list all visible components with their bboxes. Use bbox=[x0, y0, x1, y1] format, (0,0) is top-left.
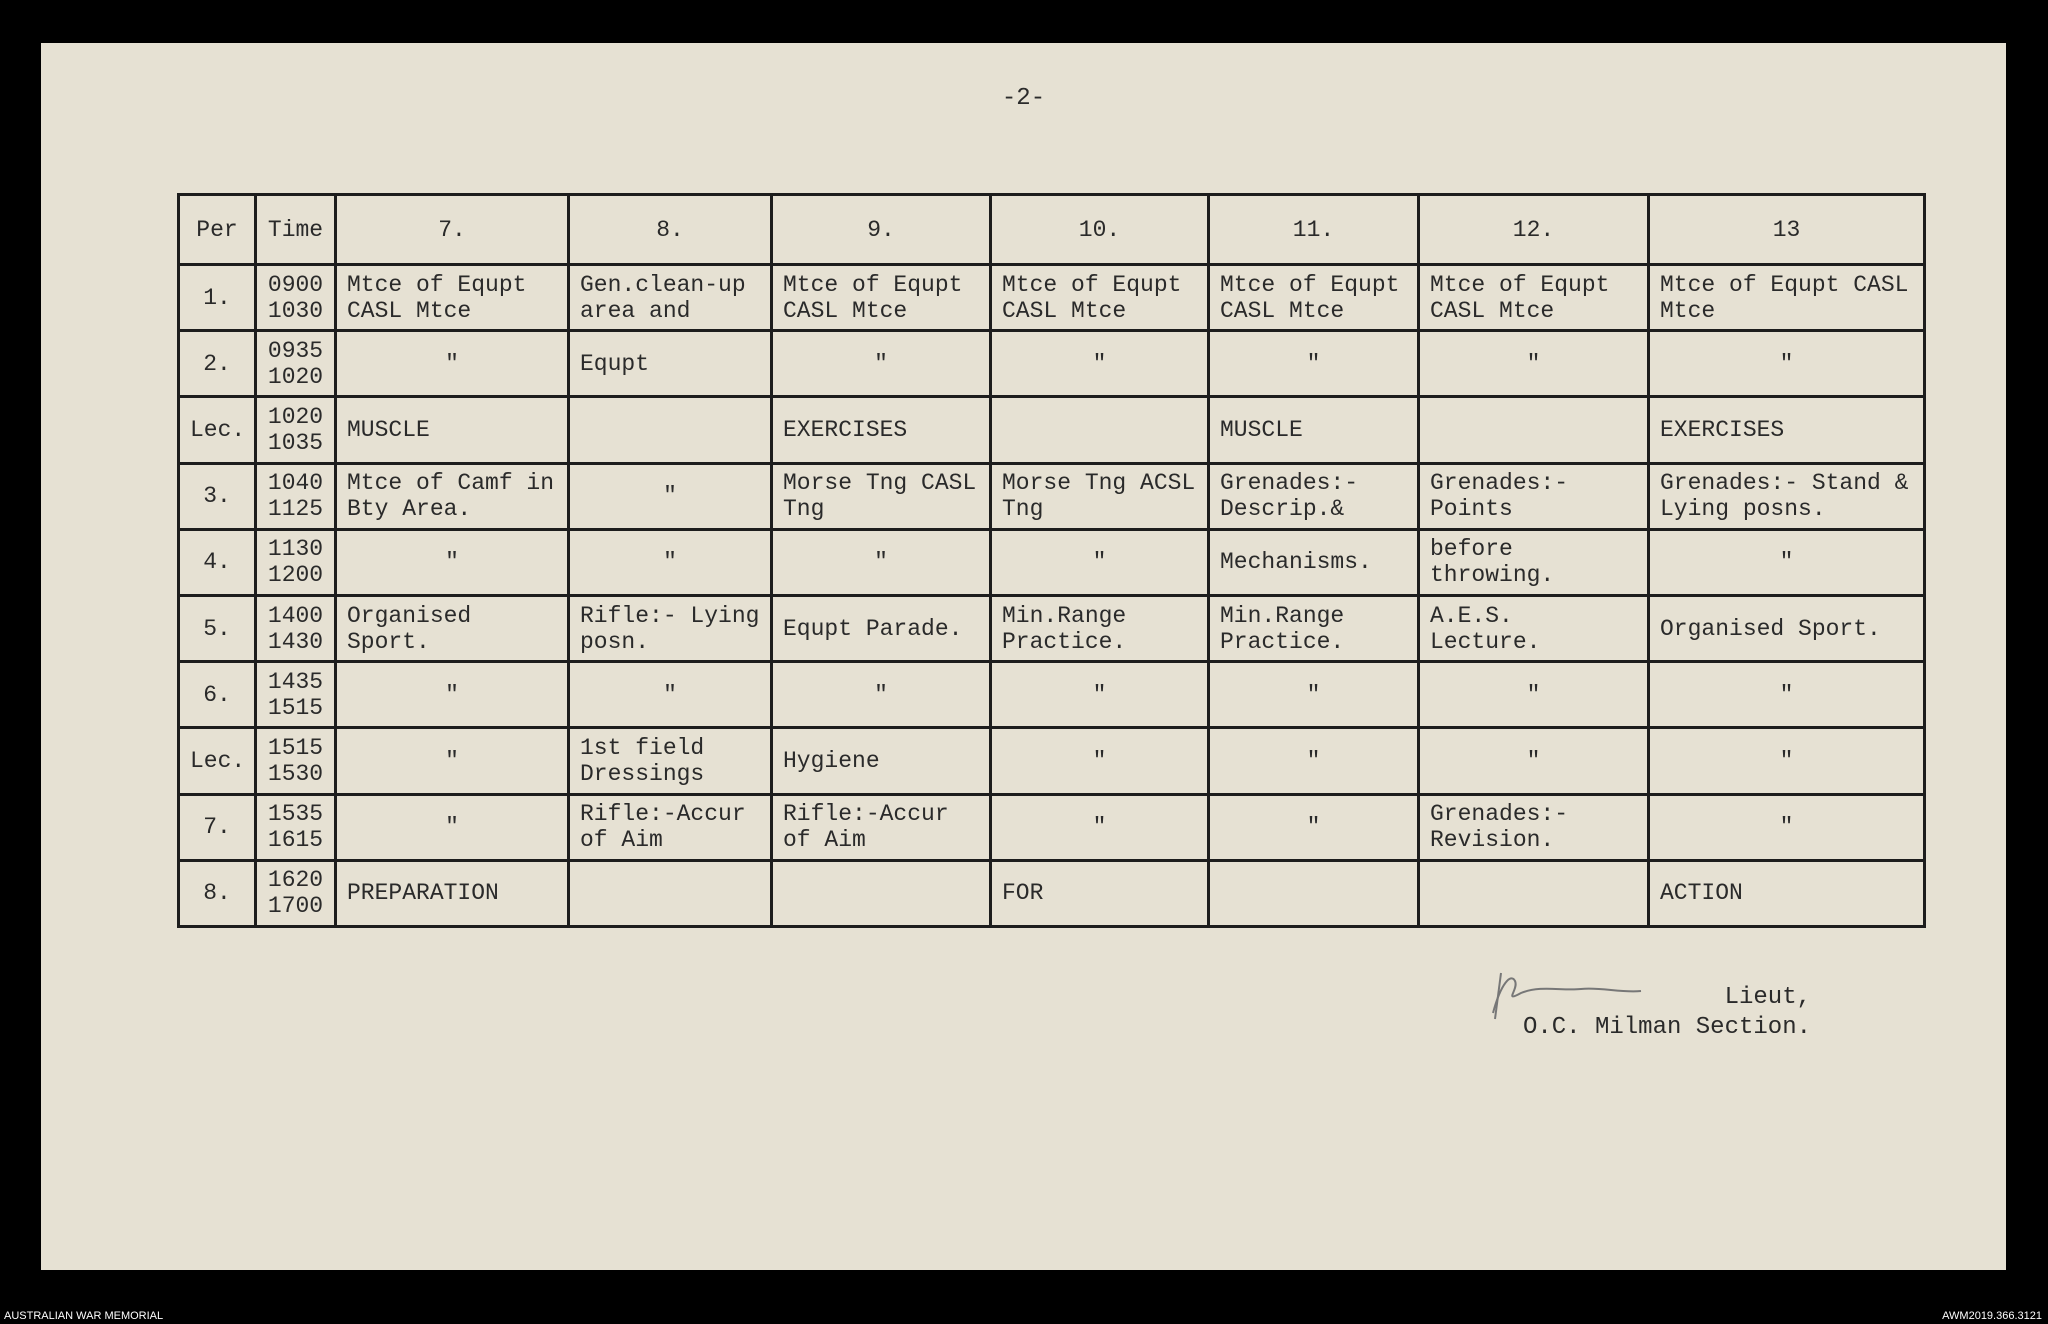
activity-cell bbox=[569, 860, 772, 926]
header-day-13: 13 bbox=[1649, 195, 1925, 265]
activity-cell: " bbox=[1649, 529, 1925, 595]
activity-cell: Min.Range Practice. bbox=[1209, 595, 1419, 661]
period-cell: 7. bbox=[179, 794, 256, 860]
activity-cell: Hygiene bbox=[772, 728, 991, 794]
time-start: 1515 bbox=[267, 734, 324, 761]
document-page bbox=[41, 43, 2006, 1270]
activity-cell: " bbox=[336, 794, 569, 860]
time-cell bbox=[256, 728, 336, 794]
table-row bbox=[179, 794, 1925, 860]
activity-cell: Organised Sport. bbox=[1649, 595, 1925, 661]
table-row bbox=[179, 265, 1925, 331]
activity-cell: A.E.S. Lecture. bbox=[1419, 595, 1649, 661]
time-cell bbox=[256, 860, 336, 926]
time-start: 1535 bbox=[267, 801, 324, 828]
time-start: 1130 bbox=[267, 536, 324, 563]
activity-cell: " bbox=[569, 463, 772, 529]
activity-cell: " bbox=[336, 662, 569, 728]
table-row bbox=[179, 463, 1925, 529]
header-row bbox=[179, 195, 1925, 265]
time-cell bbox=[256, 331, 336, 397]
activity-cell: " bbox=[1209, 662, 1419, 728]
time-end: 1430 bbox=[267, 628, 324, 655]
activity-cell: Grenades:- Stand & Lying posns. bbox=[1649, 463, 1925, 529]
time-cell bbox=[256, 595, 336, 661]
activity-cell: " bbox=[1649, 331, 1925, 397]
activity-cell: " bbox=[569, 662, 772, 728]
activity-cell bbox=[1419, 860, 1649, 926]
footer-accession-number: AWM2019.366.3121 bbox=[1942, 1310, 2042, 1322]
time-start: 0900 bbox=[267, 271, 324, 298]
activity-cell: EXERCISES bbox=[772, 397, 991, 463]
time-end: 1020 bbox=[267, 363, 324, 390]
schedule-body bbox=[179, 265, 1925, 927]
activity-cell: Min.Range Practice. bbox=[991, 595, 1209, 661]
activity-cell: Grenades:- Revision. bbox=[1419, 794, 1649, 860]
activity-cell: 1st field Dressings bbox=[569, 728, 772, 794]
table-row bbox=[179, 860, 1925, 926]
activity-cell bbox=[1209, 860, 1419, 926]
activity-cell: " bbox=[1419, 331, 1649, 397]
activity-cell: Mtce of Equpt CASL Mtce bbox=[1419, 265, 1649, 331]
activity-cell: Rifle:-Accur of Aim bbox=[772, 794, 991, 860]
time-start: 1040 bbox=[267, 470, 324, 497]
activity-cell: " bbox=[772, 529, 991, 595]
header-per: Per bbox=[179, 195, 256, 265]
header-day-9: 9. bbox=[772, 195, 991, 265]
time-end: 1515 bbox=[267, 694, 324, 721]
activity-cell: Mtce of Equpt CASL Mtce bbox=[991, 265, 1209, 331]
activity-cell: Grenades:- Points bbox=[1419, 463, 1649, 529]
activity-cell bbox=[772, 860, 991, 926]
activity-cell: Gen.clean-up area and bbox=[569, 265, 772, 331]
activity-cell: Mtce of Camf in Bty Area. bbox=[336, 463, 569, 529]
header-day-8: 8. bbox=[569, 195, 772, 265]
activity-cell: Equpt Parade. bbox=[772, 595, 991, 661]
activity-cell: " bbox=[991, 662, 1209, 728]
period-cell: 3. bbox=[179, 463, 256, 529]
activity-cell: " bbox=[1649, 728, 1925, 794]
activity-cell bbox=[991, 397, 1209, 463]
activity-cell: " bbox=[1209, 728, 1419, 794]
time-start: 1400 bbox=[267, 602, 324, 629]
activity-cell: Organised Sport. bbox=[336, 595, 569, 661]
activity-cell: Equpt bbox=[569, 331, 772, 397]
activity-cell bbox=[569, 397, 772, 463]
activity-cell: " bbox=[991, 331, 1209, 397]
period-cell: Lec. bbox=[179, 728, 256, 794]
activity-cell: " bbox=[1419, 662, 1649, 728]
header-day-12: 12. bbox=[1419, 195, 1649, 265]
time-start: 1435 bbox=[267, 668, 324, 695]
activity-cell: Mtce of Equpt CASL Mtce bbox=[1649, 265, 1925, 331]
activity-cell: ACTION bbox=[1649, 860, 1925, 926]
time-cell bbox=[256, 265, 336, 331]
activity-cell: MUSCLE bbox=[1209, 397, 1419, 463]
activity-cell: EXERCISES bbox=[1649, 397, 1925, 463]
training-schedule-table bbox=[177, 193, 1926, 928]
activity-cell: Mtce of Equpt CASL Mtce bbox=[772, 265, 991, 331]
activity-cell: " bbox=[1209, 331, 1419, 397]
activity-cell: Mechanisms. bbox=[1209, 529, 1419, 595]
activity-cell: " bbox=[991, 794, 1209, 860]
activity-cell: " bbox=[569, 529, 772, 595]
activity-cell: " bbox=[991, 728, 1209, 794]
period-cell: 2. bbox=[179, 331, 256, 397]
activity-cell: before throwing. bbox=[1419, 529, 1649, 595]
activity-cell: MUSCLE bbox=[336, 397, 569, 463]
header-day-11: 11. bbox=[1209, 195, 1419, 265]
activity-cell: " bbox=[336, 728, 569, 794]
header-day-10: 10. bbox=[991, 195, 1209, 265]
activity-cell: " bbox=[772, 331, 991, 397]
signature-block bbox=[1523, 983, 1811, 1043]
activity-cell: Rifle:-Accur of Aim bbox=[569, 794, 772, 860]
signature-unit: O.C. Milman Section. bbox=[1522, 1014, 1811, 1041]
activity-cell: " bbox=[991, 529, 1209, 595]
activity-cell: " bbox=[1419, 728, 1649, 794]
activity-cell: Grenades:- Descrip.& bbox=[1209, 463, 1419, 529]
activity-cell bbox=[1419, 397, 1649, 463]
table-row bbox=[179, 331, 1925, 397]
table-row bbox=[179, 662, 1925, 728]
time-end: 1035 bbox=[267, 429, 324, 456]
time-cell bbox=[256, 662, 336, 728]
period-cell: 8. bbox=[179, 860, 256, 926]
activity-cell: Morse Tng ACSL Tng bbox=[991, 463, 1209, 529]
time-cell bbox=[256, 529, 336, 595]
activity-cell: FOR bbox=[991, 860, 1209, 926]
activity-cell: " bbox=[772, 662, 991, 728]
time-start: 0935 bbox=[267, 337, 324, 364]
activity-cell: " bbox=[1209, 794, 1419, 860]
time-end: 1700 bbox=[267, 893, 324, 920]
time-end: 1125 bbox=[267, 496, 324, 523]
header-day-7: 7. bbox=[336, 195, 569, 265]
activity-cell: Mtce of Equpt CASL Mtce bbox=[336, 265, 569, 331]
table-row bbox=[179, 397, 1925, 463]
time-start: 1020 bbox=[267, 403, 324, 430]
activity-cell: " bbox=[336, 331, 569, 397]
activity-cell: " bbox=[1649, 794, 1925, 860]
time-cell bbox=[256, 397, 336, 463]
activity-cell: " bbox=[1649, 662, 1925, 728]
activity-cell: PREPARATION bbox=[336, 860, 569, 926]
header-time: Time bbox=[256, 195, 336, 265]
period-cell: 5. bbox=[179, 595, 256, 661]
time-end: 1200 bbox=[267, 562, 324, 589]
time-cell bbox=[256, 794, 336, 860]
activity-cell: Morse Tng CASL Tng bbox=[772, 463, 991, 529]
period-cell: Lec. bbox=[179, 397, 256, 463]
activity-cell: " bbox=[336, 529, 569, 595]
period-cell: 1. bbox=[179, 265, 256, 331]
footer-institution: AUSTRALIAN WAR MEMORIAL bbox=[4, 1310, 164, 1322]
table-row bbox=[179, 529, 1925, 595]
time-start: 1620 bbox=[267, 867, 324, 894]
activity-cell: Mtce of Equpt CASL Mtce bbox=[1209, 265, 1419, 331]
time-end: 1530 bbox=[267, 760, 324, 787]
signature-rank: Lieut, bbox=[1724, 984, 1811, 1011]
activity-cell: Rifle:- Lying posn. bbox=[569, 595, 772, 661]
time-end: 1615 bbox=[267, 827, 324, 854]
time-end: 1030 bbox=[267, 297, 324, 324]
table-row bbox=[179, 728, 1925, 794]
period-cell: 4. bbox=[179, 529, 256, 595]
table-row bbox=[179, 595, 1925, 661]
time-cell bbox=[256, 463, 336, 529]
period-cell: 6. bbox=[179, 662, 256, 728]
page-number: -2- bbox=[1001, 85, 1046, 112]
